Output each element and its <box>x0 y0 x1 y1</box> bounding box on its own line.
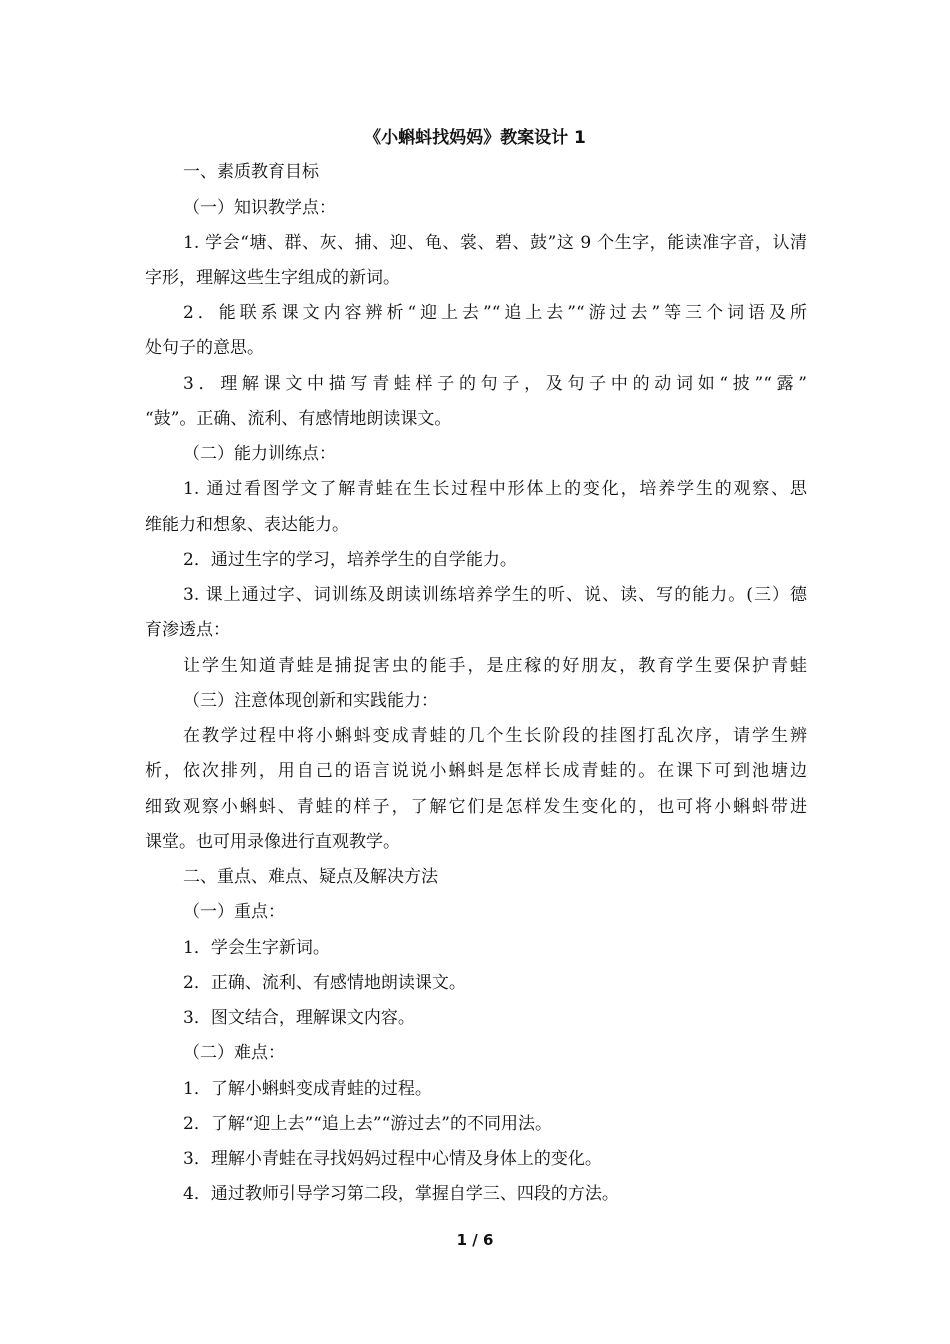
list-item: 3．图文结合，理解课文内容。 <box>183 1008 415 1028</box>
paragraph-line: 析，依次排列，用自己的语言说说小蝌蚪是怎样长成青蛙的。在课下可到池塘边 <box>145 761 807 781</box>
paragraph-line: 1. 通过看图学文了解青蛙在生长过程中形体上的变化，培养学生的观察、思 <box>183 479 807 499</box>
list-item: 1．了解小蝌蚪变成青蛙的过程。 <box>183 1079 432 1099</box>
paragraph-line: 2．能联系课文内容辨析“迎上去”“追上去”“游过去”等三个词语及所 <box>183 303 807 323</box>
paragraph-line: 1. 学会“塘、群、灰、捕、迎、龟、裳、碧、鼓”这 9 个生字，能读准字音，认清 <box>183 233 807 253</box>
paragraph-line: 细致观察小蝌蚪、青蛙的样子，了解它们是怎样发生变化的，也可将小蝌蚪带进 <box>145 797 807 817</box>
paragraph-line: 让学生知道青蛙是捕捉害虫的能手，是庄稼的好朋友，教育学生要保护青蛙 <box>183 656 807 676</box>
page-number: 1 / 6 <box>456 1231 494 1249</box>
paragraph-line: “鼓”。正确、流利、有感情地朗读课文。 <box>145 409 452 429</box>
subheading-ability: （二）能力训练点： <box>183 444 336 464</box>
subheading-innovation: （三）注意体现创新和实践能力： <box>183 691 438 711</box>
paragraph-line: 维能力和想象、表达能力。 <box>145 515 349 535</box>
list-item: 2．了解“迎上去”“追上去”“游过去”的不同用法。 <box>183 1114 552 1134</box>
list-item: 1．学会生字新词。 <box>183 938 330 958</box>
paragraph-line: 3. 课上通过字、词训练及朗读训练培养学生的听、说、读、写的能力。(三）德 <box>183 585 807 605</box>
paragraph-line: 处句子的意思。 <box>145 338 264 358</box>
paragraph-line: 育渗透点： <box>145 620 230 640</box>
subheading-key-points: （一）重点： <box>183 902 285 922</box>
paragraph-line: 字形，理解这些生字组成的新词。 <box>145 268 400 288</box>
heading-1: 一、素质教育目标 <box>183 162 319 182</box>
document-title: 《小蝌蚪找妈妈》教案设计 1 <box>364 128 586 148</box>
subheading-knowledge: （一）知识教学点： <box>183 198 336 218</box>
heading-2: 二、重点、难点、疑点及解决方法 <box>183 867 438 887</box>
subheading-difficulties: （二）难点： <box>183 1043 285 1063</box>
paragraph-line: 课堂。也可用录像进行直观教学。 <box>145 832 400 852</box>
list-item: 2．正确、流利、有感情地朗读课文。 <box>183 973 466 993</box>
paragraph-line: 在教学过程中将小蝌蚪变成青蛙的几个生长阶段的挂图打乱次序，请学生辨 <box>183 726 807 746</box>
list-item: 3．理解小青蛙在寻找妈妈过程中心情及身体上的变化。 <box>183 1149 602 1169</box>
paragraph-line: 3．理解课文中描写青蛙样子的句子，及句子中的动词如“披”“露” <box>183 374 807 394</box>
list-item: 4．通过教师引导学习第二段，掌握自学三、四段的方法。 <box>183 1184 619 1204</box>
paragraph-line: 2．通过生字的学习，培养学生的自学能力。 <box>183 550 517 570</box>
